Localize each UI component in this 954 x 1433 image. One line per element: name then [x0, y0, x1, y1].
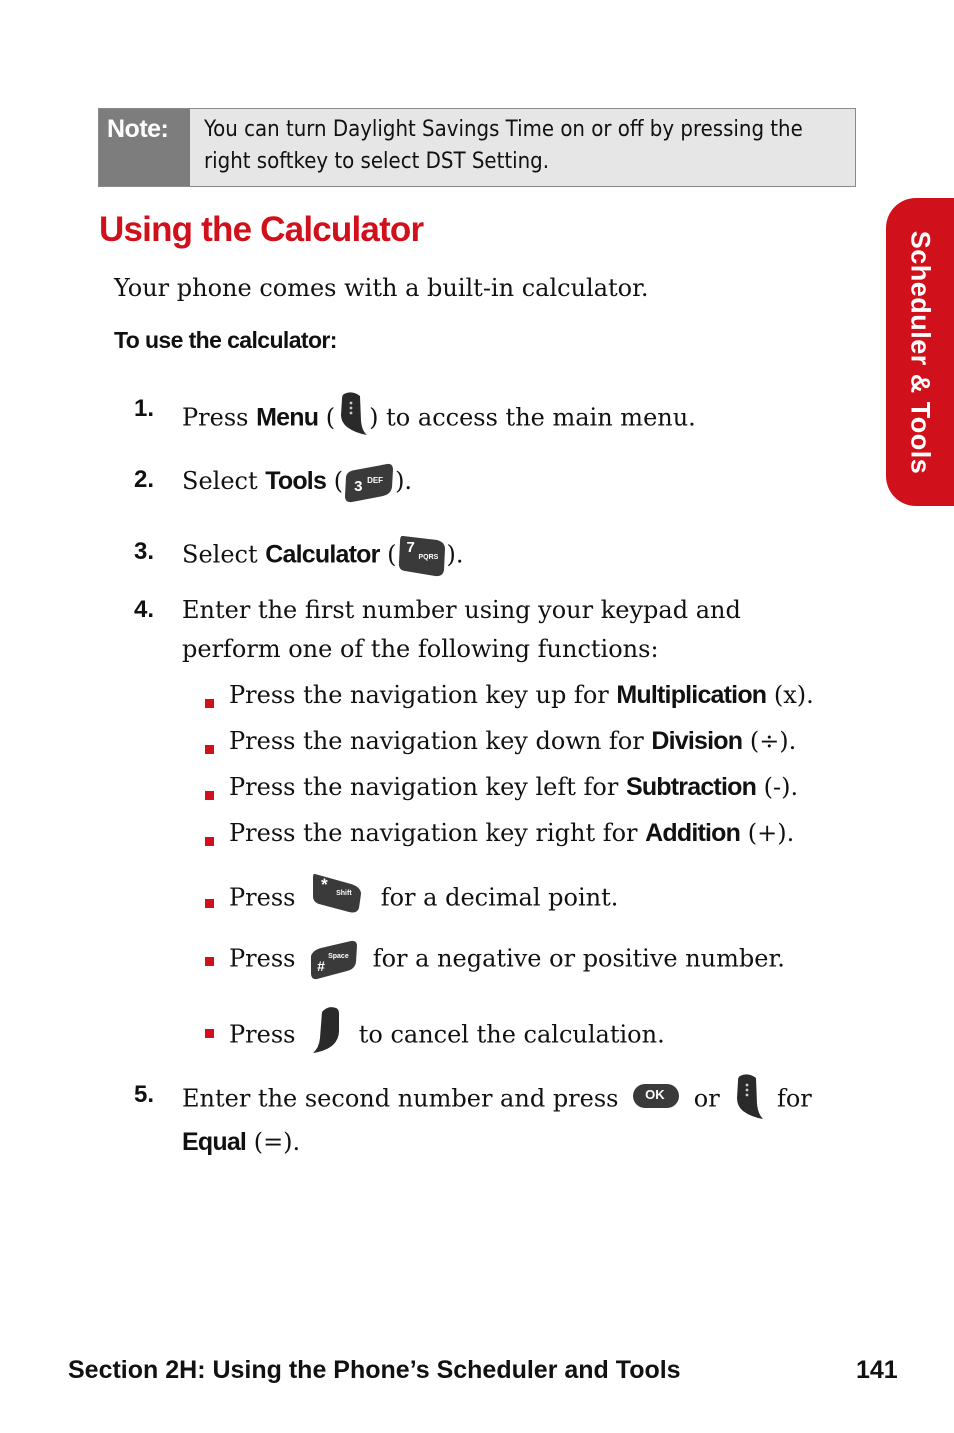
bullet-text: (÷). — [742, 727, 797, 755]
bullet-item — [229, 875, 619, 920]
step-2 — [182, 462, 412, 503]
procedure-heading: To use the calculator: — [114, 327, 337, 353]
bullet-text: for a negative or positive number. — [365, 944, 785, 973]
step-text: (=). — [246, 1128, 301, 1156]
bullet-text: Press — [229, 1020, 304, 1049]
key-3-label: 3 — [354, 477, 363, 495]
left-softkey-icon — [731, 1073, 765, 1119]
step-1 — [182, 391, 696, 447]
bullet-item — [229, 940, 785, 980]
bullet-item — [229, 773, 798, 802]
step-text: ( — [379, 540, 397, 569]
bullet-text: (-). — [756, 773, 799, 801]
bullet-item — [229, 1012, 665, 1060]
bullet-text: Press the navigation key left for — [229, 773, 626, 801]
side-tab-label: Scheduler & Tools — [905, 230, 936, 474]
bullet-text: Press — [229, 944, 304, 973]
bullet-text: for a decimal point. — [373, 883, 619, 912]
step-number: 2. — [134, 466, 155, 493]
key-7-label: 7 — [406, 539, 415, 556]
step-text: ) to access the main menu. — [369, 403, 696, 432]
note-text-line2: right softkey to select DST Setting. — [204, 149, 549, 174]
star-key-label: * — [321, 875, 328, 894]
addition-keyword: Addition — [645, 819, 741, 847]
subtraction-keyword: Subtraction — [625, 773, 757, 801]
key-3-letters: DEF — [367, 475, 384, 485]
menu-keyword: Menu — [256, 403, 319, 432]
step-text: Press — [182, 403, 257, 432]
key-7-icon — [397, 534, 447, 578]
ok-key-label: OK — [645, 1087, 665, 1102]
intro-text: Your phone comes with a built-in calculator. — [114, 274, 649, 302]
key-7-letters: PQRS — [418, 554, 439, 561]
bullet-marker — [205, 899, 214, 908]
page-number: 141 — [856, 1356, 898, 1384]
division-keyword: Division — [651, 727, 743, 755]
step-text: ( — [326, 467, 344, 495]
step-text: ( — [318, 403, 336, 432]
key-3-icon — [343, 463, 395, 503]
step-text: Select — [182, 467, 266, 495]
step-number: 4. — [134, 596, 155, 623]
step-text: ). — [395, 467, 413, 495]
bullet-marker — [205, 1029, 214, 1038]
hash-space-key-icon — [309, 940, 359, 980]
step-text: Enter the first number using your keypad and — [182, 596, 741, 624]
bullet-item — [229, 681, 814, 710]
equal-keyword: Equal — [182, 1128, 247, 1156]
bullet-text: Press the navigation key down for — [229, 727, 652, 755]
bullet-text: Press — [229, 883, 304, 912]
tools-keyword: Tools — [265, 467, 327, 495]
star-key-sub: Shift — [336, 890, 352, 897]
ok-key-icon — [632, 1083, 680, 1109]
bullet-text: (x). — [766, 681, 814, 709]
step-number: 5. — [134, 1081, 155, 1108]
star-shift-key-icon — [311, 872, 365, 914]
step-number: 1. — [134, 395, 155, 422]
step-5 — [182, 1077, 812, 1162]
hash-key-label: # — [317, 958, 325, 974]
bullet-text: (+). — [740, 819, 795, 847]
step-text: for — [769, 1084, 812, 1113]
note-box — [98, 108, 856, 187]
step-text: Enter the second number and press — [182, 1084, 627, 1113]
right-softkey-icon — [311, 1006, 345, 1054]
bullet-marker — [205, 791, 214, 800]
note-label: Note: — [99, 109, 190, 186]
section-side-tab — [886, 198, 954, 506]
step-4 — [182, 591, 741, 669]
step-text: perform one of the following functions: — [182, 635, 659, 663]
bullet-text: Press the navigation key right for — [229, 819, 646, 847]
bullet-text: Press the navigation key up for — [229, 681, 617, 709]
calculator-keyword: Calculator — [265, 540, 380, 569]
step-text: Select — [182, 540, 266, 569]
section-heading: Using the Calculator — [99, 210, 424, 249]
bullet-marker — [205, 745, 214, 754]
step-text: or — [686, 1084, 728, 1113]
footer-section-title: Section 2H: Using the Phone’s Scheduler and Tools — [68, 1356, 681, 1384]
hash-key-sub: Space — [328, 953, 349, 960]
multiplication-keyword: Multiplication — [616, 681, 767, 709]
note-text-line1: You can turn Daylight Savings Time on or off by pressing the — [204, 117, 803, 142]
bullet-marker — [205, 837, 214, 846]
step-text: ). — [446, 540, 464, 569]
bullet-item — [229, 819, 794, 848]
bullet-marker — [205, 699, 214, 708]
step-3 — [182, 534, 464, 578]
note-text — [190, 109, 855, 186]
step-number: 3. — [134, 538, 155, 565]
bullet-text: to cancel the calculation. — [351, 1020, 665, 1049]
bullet-marker — [205, 957, 214, 966]
left-softkey-icon — [335, 391, 369, 447]
bullet-item — [229, 727, 796, 756]
